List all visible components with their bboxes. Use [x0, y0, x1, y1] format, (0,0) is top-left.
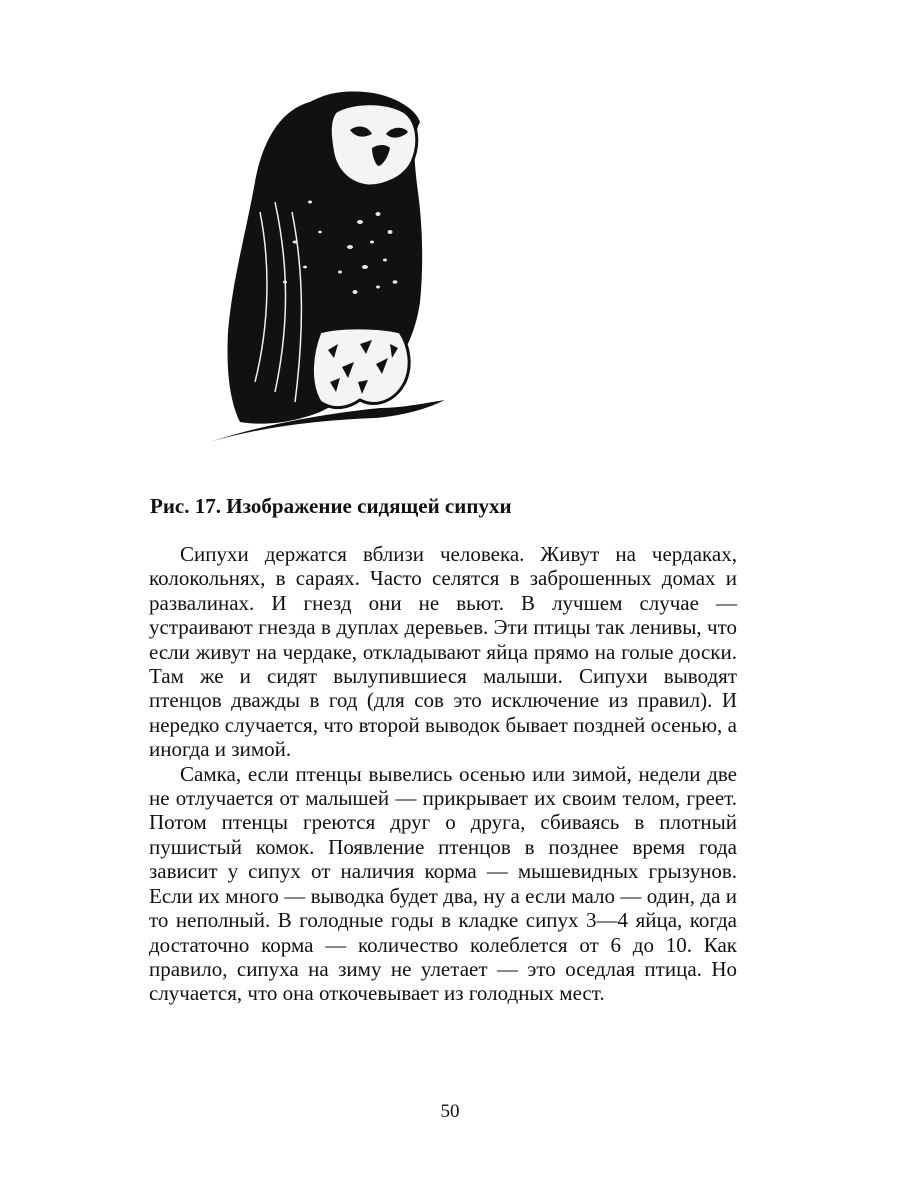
- owl-illustration: [200, 82, 460, 450]
- paragraph: Сипухи держатся вблизи человека. Живут на чердаках, колокольнях, в сараях. Часто селятся в заброшенных домах и развалинах. И гнезд они не вьют. В лучшем случае — устраивают гнезда в дуплах деревьев. Эти птицы так ленивы, что если живут на чердаке, откладывают яйца прямо на голые доски. Там же и сидят вылупившиеся малыши. Сипухи выводят птенцов дважды в год (для сов это исключение из правил). И нередко случается, что второй выводок бывает поздней осенью, а иногда и зимой.: [149, 542, 737, 762]
- owl-face-disk: [330, 104, 416, 186]
- owl-feet: [312, 328, 409, 408]
- body-text: [149, 542, 737, 1006]
- page-number: 50: [440, 1101, 460, 1122]
- paragraph: Самка, если птенцы вывелись осенью или зимой, недели две не отлучается от малышей — прикрывает их своим телом, греет. Потом птенцы греются друг о друга, сбиваясь в плотный пушистый комок. Появление птенцов в позднее время года зависит у сипух от наличия корма — мышевидных грызунов. Если их много — выводка будет два, ну а если мало — один, да и то неполный. В голодные годы в кладке сипух 3—4 яйца, когда достаточно корма — количество колеблется от 6 до 10. Как правило, сипуха на зиму не улетает — это оседлая птица. Но случается, что она откочевывает из голодных мест.: [149, 761, 737, 1006]
- figure-caption: Рис. 17. Изображение сидящей сипухи: [150, 494, 512, 518]
